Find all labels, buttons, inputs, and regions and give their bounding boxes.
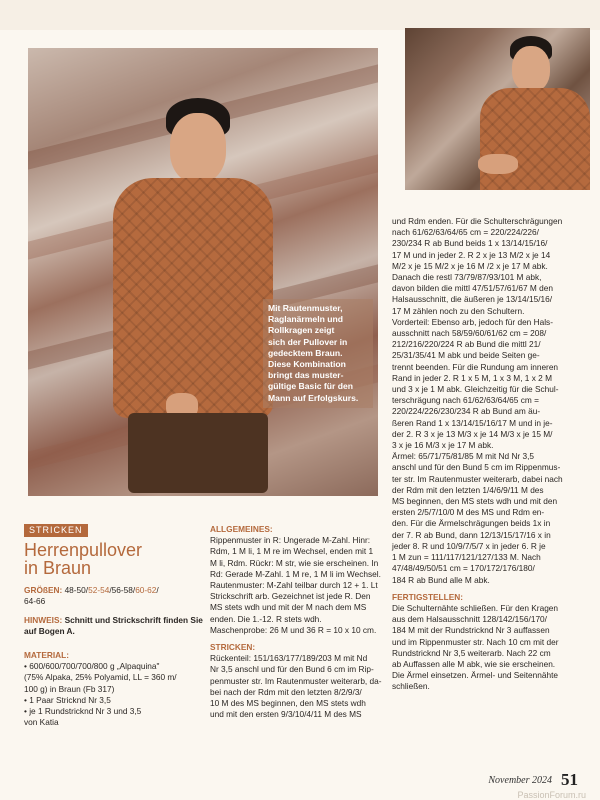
knit-line: bei nach der Rdm mit den letzten 8/2/9/3/ <box>210 686 362 697</box>
sizes-label: GRÖßEN: <box>24 585 63 596</box>
material-line: 100 g) in Braun (Fb 317) <box>24 683 115 694</box>
brown-pullover <box>480 88 590 190</box>
instruction-line: 220/224/226/230/234 R ab Bund am äu- <box>392 406 541 417</box>
finish-line: Die Ärmel einsetzen. Ärmel- und Seitennähte <box>392 670 559 681</box>
instruction-line: MS beginnen, den MS stets wdh und mit den <box>392 496 558 507</box>
sizes-text: /56-58/ <box>109 585 136 596</box>
instruction-line: 230/234 R ab Bund beids 1 x 13/14/15/16/ <box>392 238 548 249</box>
issue-date: November 2024 <box>488 775 552 786</box>
caption-line: sich der Pullover in <box>268 336 348 347</box>
section-tag: STRICKEN <box>24 524 88 537</box>
instruction-line: ausschnitt nach 58/59/60/61/62 cm = 208/ <box>392 328 547 339</box>
caption-line: Rollkragen zeigt <box>268 325 335 336</box>
page-number: 51 <box>561 770 578 789</box>
instruction-line: anschl und für den Bund 5 cm im Rippenmus- <box>392 462 561 473</box>
photo-caption <box>263 299 373 408</box>
finish-line: und im Rippenmuster str. Nach 10 cm mit der <box>392 636 559 647</box>
hint-text: Schnitt und Strickschrift finden Sie <box>62 614 203 625</box>
instruction-line: Rand in jeder 2. R 1 x 5 M, 1 x 3 M, 1 x 2 M <box>392 372 553 383</box>
sizes-text: / <box>156 585 159 596</box>
finish-line: ab Auffassen alle M abk, wie sie erscheinen. <box>392 658 556 669</box>
general-line: M li, Rdm. Rückr: M str, wie sie erscheinen. In <box>210 557 379 568</box>
instruction-line: 47/48/49/50/51 cm = 170/172/176/180/ <box>392 563 535 574</box>
general-line: enden. Die 1.-12. R stets wdh. <box>210 613 322 624</box>
knit-line: Nr 3,5 anschl und für den Bund 6 cm im Rip- <box>210 664 374 675</box>
instruction-line: 17 M und in jeder 2. R 2 x je 13 M/2 x je 14 <box>392 249 551 260</box>
column-intro <box>24 524 202 728</box>
instructions-continued <box>392 216 574 586</box>
instruction-line: ter str. Im Rautenmuster weiterarb, dabei nach <box>392 473 563 484</box>
instruction-line: 184 R ab Bund alle M abk. <box>392 574 490 585</box>
material-label: MATERIAL: <box>24 650 70 661</box>
material-line: • je 1 Rundstricknd Nr 3 und 3,5 <box>24 706 142 717</box>
sizes-highlight: 52-54 <box>88 585 110 596</box>
sizes <box>24 585 202 596</box>
caption-line: Mann auf Erfolgskurs. <box>268 392 359 403</box>
instruction-line: und 3 x je 1 M abk. Gleichzeitig für die Schul- <box>392 384 559 395</box>
instruction-line: ersten 2/5/7/10/0 M des MS und Rdm en- <box>392 507 545 518</box>
caption-line: gedecktem Braun. <box>268 347 343 358</box>
finish-label: FERTIGSTELLEN: <box>392 591 463 602</box>
instruction-line: M/2 x je 15 M/2 x je 16 M /2 x je 17 M abk. <box>392 260 548 271</box>
general-line: Rippenmuster in R: Ungerade M-Zahl. Hinr: <box>210 535 371 546</box>
instruction-line: 212/216/220/224 R ab Bund die mittl 21/ <box>392 339 541 350</box>
knit-line: und mit den ersten 9/3/10/4/11 M des MS <box>210 709 362 720</box>
instruction-line: trennt beenden. Für die Rundung am inneren <box>392 361 559 372</box>
instruction-line: davon bilden die mittl 47/51/57/61/67 M den <box>392 283 553 294</box>
caption-line: Mit Rautenmuster, <box>268 303 343 313</box>
general-label: ALLGEMEINES: <box>210 524 273 534</box>
knit-label: STRICKEN: <box>210 642 256 653</box>
hint-label: HINWEIS: <box>24 614 63 625</box>
hint <box>24 615 202 626</box>
detail-photo <box>405 28 590 190</box>
instruction-line: der 7. R ab Bund, dann 12/13/15/17/16 x in <box>392 529 551 540</box>
article-title <box>24 541 202 577</box>
instruction-line: nach 61/62/63/64/65 cm = 220/224/226/ <box>392 227 539 238</box>
top-band <box>0 0 600 30</box>
knit-line: Rückenteil: 151/163/177/189/203 M mit Nd <box>210 653 368 664</box>
watermark: PassionForum.ru <box>517 790 586 800</box>
instruction-line: Danach die restl 73/79/87/93/101 M abk, <box>392 272 542 283</box>
material-line: • 1 Paar Stricknd Nr 3,5 <box>24 694 111 705</box>
general-line: Maschenprobe: 26 M und 36 R = 10 x 10 cm. <box>210 624 377 635</box>
instruction-line: 3 x je 16 M/3 x je 17 M abk. <box>392 440 494 451</box>
instruction-line: terschrägung nach 61/62/63/64/65 cm = <box>392 395 539 406</box>
general-line: Strickschrift arb. Gezeichnet ist jede R. Den <box>210 591 371 602</box>
general-line: Rdm, 1 M li, 1 M re im Wechsel, enden mit 1 <box>210 546 374 557</box>
finish-line: 184 M mit der Rundstricknd Nr 3 auffassen <box>392 625 550 636</box>
instruction-line: Halsausschnitt, die äußeren je 13/14/15/16/ <box>392 294 553 305</box>
title-line: in Braun <box>24 558 92 579</box>
model-head <box>170 113 226 183</box>
general-line: Rautenmuster: M-Zahl teilbar durch 12 + 1. Lt <box>210 580 378 591</box>
finish-line: Die Schulternähte schließen. Für den Kragen <box>392 602 559 613</box>
main-photo <box>28 48 378 496</box>
instruction-line: und Rdm enden. Für die Schulterschrägungen <box>392 216 563 226</box>
model-head <box>512 46 550 92</box>
instruction-line: jeder 8. R und 10/9/7/5/7 x in jeder 6. R je <box>392 540 546 551</box>
instruction-line: den. Für die Ärmelschrägungen beids 1x in <box>392 518 551 529</box>
sizes-line2: 64-66 <box>24 596 46 607</box>
finish-line: Rundstricknd Nr 3,5 weiterarb. Nach 22 cm <box>392 647 551 658</box>
model-figure <box>88 93 288 493</box>
material-line: (75% Alpaka, 25% Polyamid, LL = 360 m/ <box>24 672 177 683</box>
caption-line: Diese Kombination <box>268 359 346 370</box>
column-instructions-1 <box>210 524 386 720</box>
instruction-line: der Rdm mit den letzten 1/4/6/9/11 M des <box>392 484 544 495</box>
finish-line: schließen. <box>392 681 430 692</box>
column-instructions-2 <box>392 216 574 693</box>
model-figure-seated <box>460 36 590 190</box>
knit-line: 10 M des MS beginnen, den MS stets wdh <box>210 698 366 709</box>
general-line: Rd: Gerade M-Zahl. 1 M re, 1 M li im Wechsel. <box>210 568 381 579</box>
general-line: MS stets wdh und mit der M nach dem MS <box>210 602 367 613</box>
hint-line2: auf Bogen A. <box>24 625 75 636</box>
caption-line: Raglanärmeln und <box>268 314 343 325</box>
brown-pullover <box>113 178 273 418</box>
finish-instructions <box>392 603 574 693</box>
instruction-line: Ärmel: 65/71/75/81/85 M mit Nd Nr 3,5 <box>392 451 535 462</box>
material-line: • 600/600/700/700/800 g „Alpaquina" <box>24 661 160 672</box>
trousers <box>128 413 268 493</box>
instruction-line: 1 M zun = 111/117/121/127/133 M. Nach <box>392 552 541 563</box>
instruction-line: ßeren Rand 1 x 13/14/15/16/17 M und in je- <box>392 417 553 428</box>
finish-line: aus dem Halsausschnitt 128/142/156/170/ <box>392 614 547 625</box>
title-line: Herrenpullover <box>24 540 143 561</box>
instruction-line: 17 M zählen noch zu den Schultern. <box>392 305 525 316</box>
instruction-line: Vorderteil: Ebenso arb, jedoch für den Hals- <box>392 316 553 327</box>
knit-line: penmuster str. Im Rautenmuster weiterarb, da- <box>210 675 382 686</box>
caption-line: gültige Basic für den <box>268 381 353 392</box>
sizes-text: 48-50/ <box>62 585 89 596</box>
instruction-line: 25/31/35/41 M abk und beide Seiten ge- <box>392 350 540 361</box>
hand <box>478 154 518 174</box>
instruction-line: der 2. R 3 x je 13 M/3 x je 14 M/3 x je 15 M/ <box>392 428 553 439</box>
caption-line: bringt das muster- <box>268 370 344 381</box>
material-line: von Katia <box>24 717 59 728</box>
sizes-highlight: 60-62 <box>135 585 157 596</box>
